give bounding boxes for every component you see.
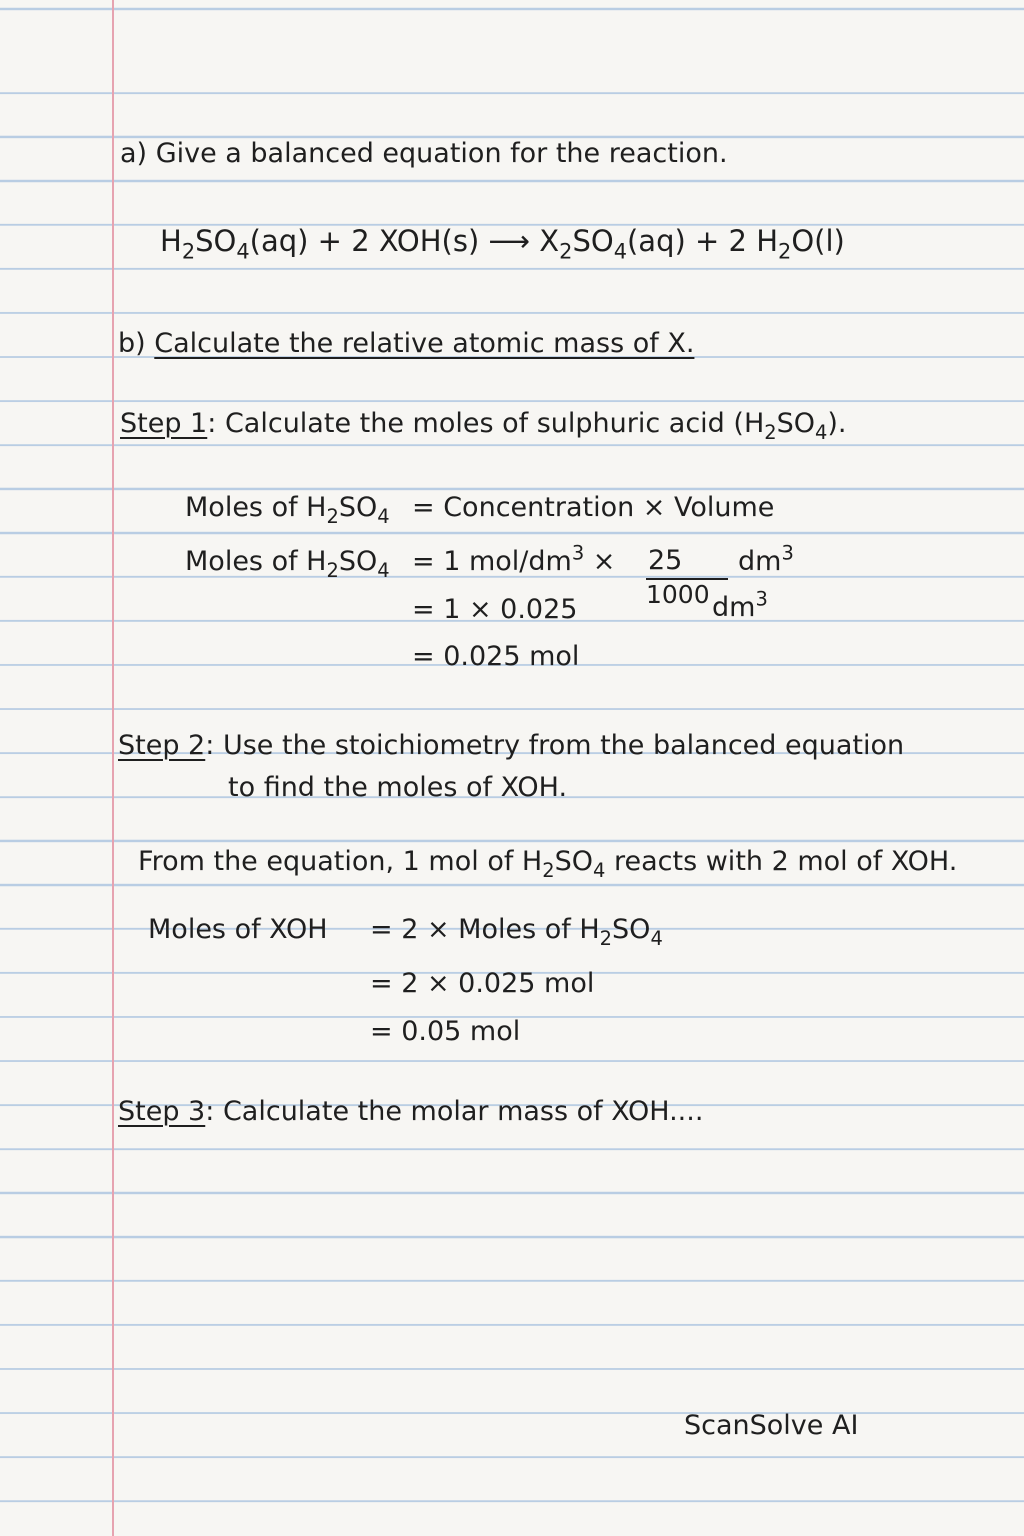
eq-salt-x: X <box>539 224 560 258</box>
calc2-line3: = 0.05 mol <box>370 1016 521 1047</box>
unit-top-dm: dm <box>738 546 782 577</box>
calc2-from-equation <box>138 846 958 882</box>
unit-top-sup: 3 <box>781 541 794 565</box>
eq-acid-o-sub: 4 <box>236 239 250 264</box>
calc2-line1-sub4: 4 <box>650 926 663 950</box>
eq-salt-so: SO <box>572 224 614 258</box>
step-1-sub-2: 2 <box>764 420 777 444</box>
eq-salt-o-sub: 4 <box>613 239 627 264</box>
calc1-line2-sup3: 3 <box>571 541 585 565</box>
calc2-from-mid: SO <box>554 846 594 877</box>
margin-line <box>112 0 114 1536</box>
eq-water-post: O(l) <box>791 224 845 258</box>
eq-acid-state: (aq) <box>249 224 309 258</box>
calc2-moles-label: Moles of XOH <box>148 914 328 945</box>
unit-top <box>738 541 794 577</box>
watermark-text: ScanSolve AI <box>684 1410 859 1441</box>
unit-bottom-sup: 3 <box>755 587 768 611</box>
eq-plus-1: + <box>317 224 342 258</box>
calc2-line2: = 2 × 0.025 mol <box>370 968 595 999</box>
step-3-heading <box>118 1096 703 1127</box>
calc1-label-sub4: 4 <box>377 504 390 528</box>
part-b-question <box>118 328 694 359</box>
calc1-label2-sub4: 4 <box>377 558 390 582</box>
calc1-label2-mid: SO <box>338 546 378 577</box>
part-a-text: Give a balanced equation for the reaction. <box>155 138 728 169</box>
unit-bottom-dm: dm <box>712 592 756 623</box>
step-2-label: Step 2 <box>118 730 206 761</box>
calc1-times: × <box>592 546 616 577</box>
calc2-line1-sub2: 2 <box>599 926 613 950</box>
calc1-line2-pre: = 1 mol/dm <box>412 546 572 577</box>
eq-salt-x-sub: 2 <box>559 239 573 264</box>
fraction-numerator: 25 <box>648 545 683 576</box>
calc1-label-mid: SO <box>338 492 378 523</box>
step-2-heading <box>118 730 904 761</box>
calc1-line1-rhs: = Concentration × Volume <box>412 492 775 523</box>
fraction-denominator: 1000 <box>646 580 710 609</box>
step-1-heading <box>120 408 847 444</box>
part-a-label: a) <box>120 138 148 169</box>
step-1-label: Step 1 <box>120 408 208 439</box>
calc2-from-post: reacts with 2 mol of XOH. <box>613 846 958 877</box>
unit-bottom <box>712 587 768 623</box>
step-2-colon: : <box>205 730 215 761</box>
part-b-text: Calculate the relative atomic mass of X. <box>154 328 695 359</box>
calc2-from-sub2: 2 <box>542 858 555 882</box>
calc1-label-sub2: 2 <box>326 504 339 528</box>
calc1-line2-label <box>185 546 390 582</box>
step-1-text-mid: SO <box>776 408 816 439</box>
step-1-text-post: ). <box>827 408 847 439</box>
calc2-from-sub4: 4 <box>593 858 606 882</box>
eq-water-pre: 2 H <box>728 224 779 258</box>
calc2-line1-pre: = 2 × Moles of H <box>370 914 600 945</box>
calc1-line4: = 0.025 mol <box>412 641 580 672</box>
step-2-text-line1: Use the stoichiometry from the balanced equation <box>222 730 905 761</box>
calc1-line2-rhs <box>412 541 616 577</box>
step-3-text: Calculate the molar mass of XOH.... <box>222 1096 704 1127</box>
step-2-text-line2: to find the moles of XOH. <box>228 772 568 803</box>
step-3-colon: : <box>205 1096 215 1127</box>
eq-acid-so: SO <box>195 224 237 258</box>
balanced-equation <box>160 224 845 264</box>
calc1-line3: = 1 × 0.025 <box>412 594 578 625</box>
eq-base: 2 XOH(s) <box>351 224 480 258</box>
calc2-line1-mid: SO <box>612 914 651 945</box>
step-1-sub-4: 4 <box>815 420 828 444</box>
eq-arrow: ⟶ <box>488 224 531 258</box>
step-1-text-pre: Calculate the moles of sulphuric acid (H <box>224 408 765 439</box>
calc1-label-pre: Moles of H <box>185 492 327 523</box>
eq-salt-state: (aq) <box>626 224 686 258</box>
calc1-label2-sub2: 2 <box>326 558 339 582</box>
calc2-from-pre: From the equation, 1 mol of H <box>138 846 543 877</box>
calc2-line1-rhs <box>370 914 663 950</box>
calc1-label2-pre: Moles of H <box>185 546 327 577</box>
part-b-label: b) <box>118 328 146 359</box>
step-1-colon: : <box>207 408 217 439</box>
calc1-line1-label <box>185 492 390 528</box>
eq-acid-h: H <box>160 224 182 258</box>
eq-water-h-sub: 2 <box>778 239 792 264</box>
step-3-label: Step 3 <box>118 1096 206 1127</box>
eq-plus-2: + <box>695 224 720 258</box>
eq-acid-h-sub: 2 <box>181 239 196 264</box>
part-a-question <box>120 138 728 169</box>
